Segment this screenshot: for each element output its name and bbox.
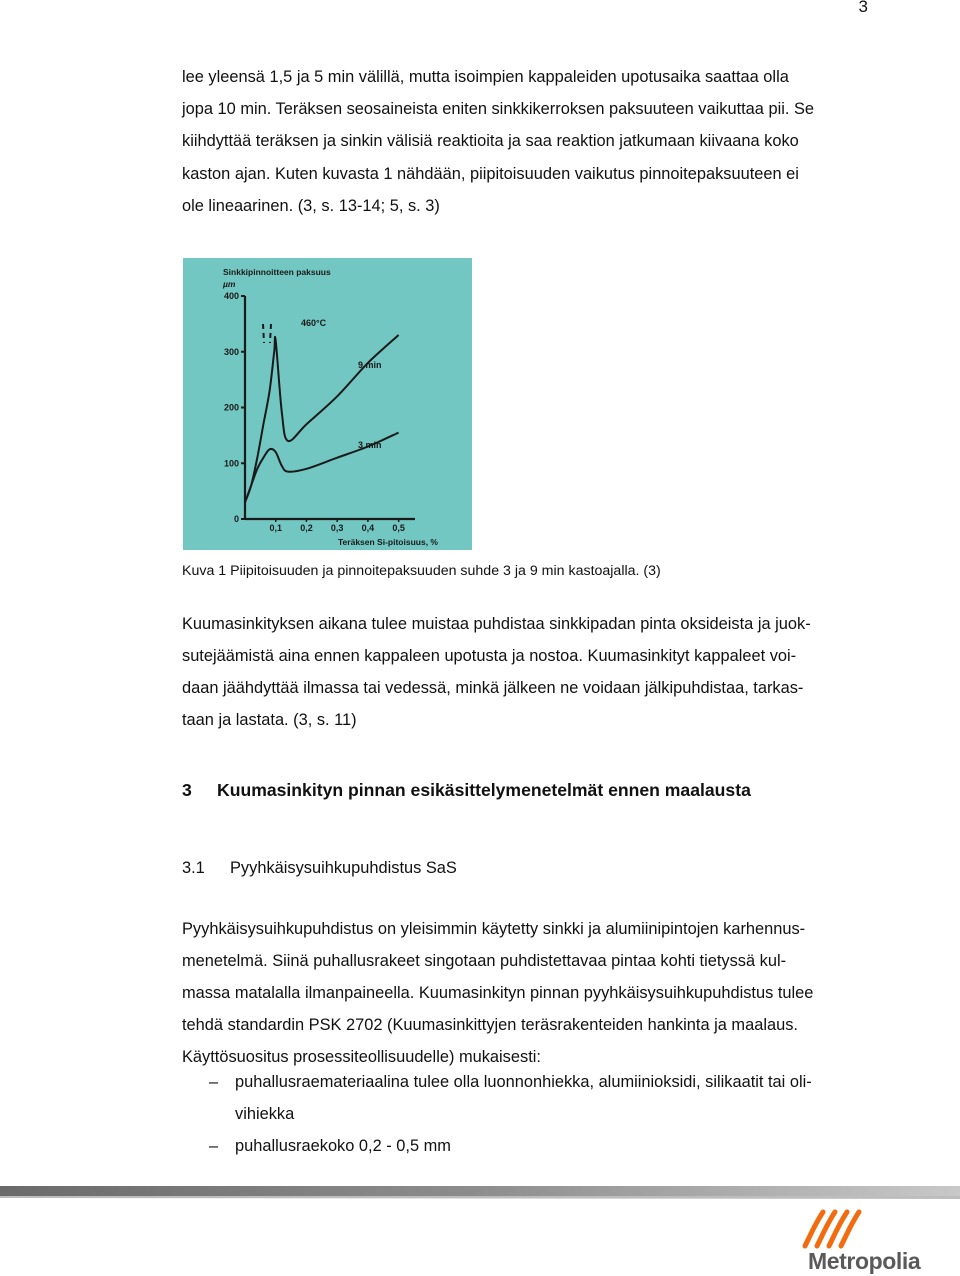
temperature-annotation: 460°C	[301, 318, 327, 328]
y-axis-unit: µm	[223, 279, 236, 289]
list-item-text: puhallusraemateriaalina tulee olla luonnonhiekka, alumiinioksidi, silikaatit tai oli-	[235, 1073, 812, 1091]
text-line: kaston ajan. Kuten kuvasta 1 nähdään, piipitoisuuden vaikutus pinnoitepaksuuteen ei	[182, 164, 799, 183]
requirements-list	[182, 1066, 882, 1162]
series-label-3-min: 3 min	[358, 440, 382, 450]
intro-paragraph	[182, 61, 870, 222]
text-line: daan jäähdyttää ilmassa tai vedessä, minkä jälkeen ne voidaan jälkipuhdistaa, tarkas-	[182, 679, 804, 697]
text-line: tehdä standardin PSK 2702 (Kuumasinkittyjen teräsrakenteiden hankinta ja maalaus.	[182, 1016, 798, 1034]
subsection-heading	[182, 859, 457, 878]
coating-thickness-chart	[183, 258, 472, 550]
y-axis-title: Sinkkipinnoitteen paksuus	[223, 267, 331, 277]
x-tick-label: 0,4	[361, 523, 375, 533]
y-tick-label: 100	[223, 458, 239, 469]
list-item-text: puhallusraekoko 0,2 - 0,5 mm	[235, 1137, 451, 1155]
text-line: Käyttösuositus prosessiteollisuudelle) mukaisesti:	[182, 1048, 541, 1066]
list-item	[182, 1066, 882, 1130]
text-line: ole lineaarinen. (3, s. 13-14; 5, s. 3)	[182, 196, 440, 215]
section-heading	[182, 780, 751, 801]
text-line: kiihdyttää teräksen ja sinkin välisiä reaktioita ja saa reaktion jatkumaan kiivaana koko	[182, 132, 799, 151]
section-number: 3	[182, 780, 192, 800]
x-tick-label: 0,5	[392, 523, 405, 533]
figure-caption: Kuva 1 Piipitoisuuden ja pinnoitepaksuuden suhde 3 ja 9 min kastoajalla. (3)	[182, 563, 661, 579]
x-axis-title: Teräksen Si-pitoisuus, %	[338, 537, 438, 547]
y-tick-label: 300	[223, 346, 239, 357]
subsection-number: 3.1	[182, 859, 205, 877]
text-line: taan ja lastata. (3, s. 11)	[182, 711, 357, 729]
footer-gradient-bar	[0, 1186, 960, 1204]
text-line: menetelmä. Siinä puhallusrakeet singotaan puhdistettavaa pintaa kohti tietyssä kul-	[182, 952, 787, 970]
text-line: Pyyhkäisysuihkupuhdistus on yleisimmin käytetty sinkki ja alumiinipintojen karhennus-	[182, 920, 806, 938]
x-tick-label: 0,3	[330, 523, 344, 533]
x-tick-label: 0,1	[269, 523, 282, 533]
y-tick-label: 200	[223, 402, 239, 413]
text-line: Kuumasinkityksen aikana tulee muistaa puhdistaa sinkkipadan pinta oksideista ja juok-	[182, 615, 811, 633]
text-line: jopa 10 min. Teräksen seosaineista eniten sinkkikerroksen paksuuteen vaikuttaa pii. Se	[182, 100, 815, 119]
page-number: 3	[858, 0, 868, 16]
text-line: massa matalalla ilmanpaineella. Kuumasinkityn pinnan pyyhkäisysuihkupuhdistus tulee	[182, 984, 814, 1002]
subsection-title: Pyyhkäisysuihkupuhdistus SaS	[230, 859, 457, 877]
x-tick-label: 0,2	[300, 523, 313, 533]
list-item	[182, 1130, 882, 1162]
paragraph-galvanizing	[182, 608, 870, 736]
series-9min-dashed-peak	[263, 324, 271, 343]
list-dash-marker: –	[209, 1073, 219, 1091]
metropolia-logo-text: Metropolia	[808, 1248, 921, 1274]
list-item-text: vihiekka	[235, 1105, 295, 1123]
paragraph-sweep-blasting	[182, 913, 870, 1073]
y-tick-label: 400	[223, 291, 239, 301]
text-line: sutejäämistä aina ennen kappaleen upotusta ja nostoa. Kuumasinkityt kappaleet voi-	[182, 647, 797, 665]
list-dash-marker: –	[209, 1137, 219, 1155]
text-line: lee yleensä 1,5 ja 5 min välillä, mutta isoimpien kappaleiden upotusaika saattaa olla	[182, 68, 789, 86]
section-title: Kuumasinkityn pinnan esikäsittelymenetelmät ennen maalausta	[217, 780, 751, 800]
y-tick-label: 0	[233, 514, 239, 524]
series-label-9-min: 9 min	[358, 360, 382, 370]
